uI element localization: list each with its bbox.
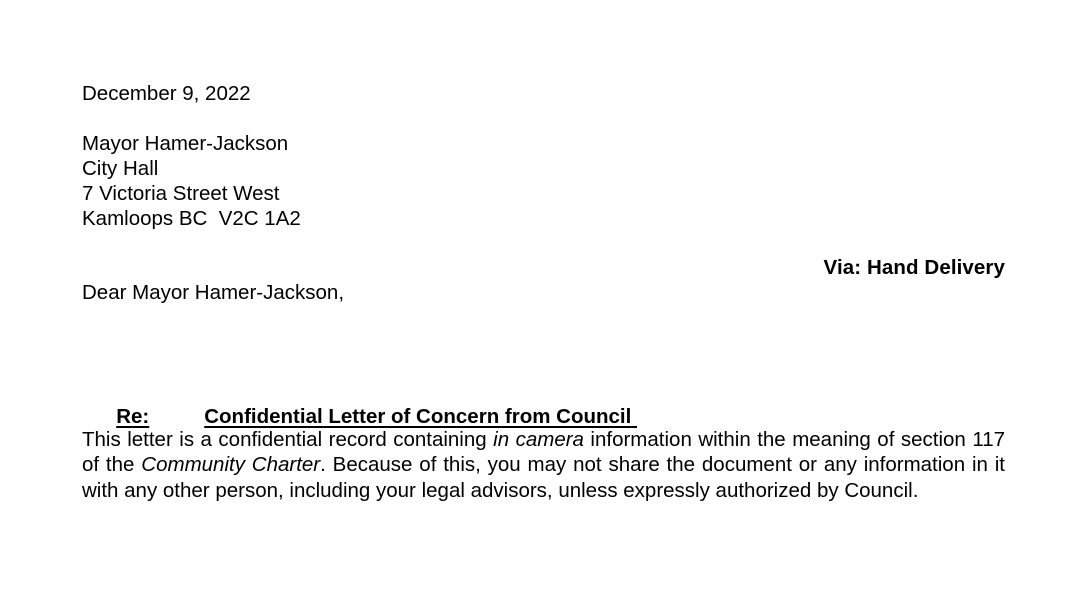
recipient-name: Mayor Hamer-Jackson (82, 132, 289, 155)
recipient-address-block (82, 131, 301, 231)
recipient-city-line: Kamloops BC V2C 1A2 (82, 207, 301, 230)
body-segment-3: . Because of this, you may not share the document or any information in it with any other person, including your legal advisors, unless expressly authorized by Council. (82, 453, 1005, 502)
body-segment-1: This letter is a confidential record containing (82, 428, 494, 451)
delivery-note: Via: Hand Delivery (823, 256, 1005, 279)
subject-label: Re: (116, 405, 150, 428)
body-paragraph-1 (82, 427, 1005, 503)
body-italic-in-camera: in camera (493, 428, 584, 451)
recipient-street: 7 Victoria Street West (82, 182, 280, 205)
salutation: Dear Mayor Hamer-Jackson, (82, 281, 345, 304)
subject-text: Confidential Letter of Concern from Council (204, 405, 632, 428)
letter-date: December 9, 2022 (82, 82, 251, 105)
recipient-organization: City Hall (82, 157, 159, 180)
body-italic-community-charter: Community Charter (141, 453, 321, 477)
subject-underline-rule (631, 404, 1021, 429)
body-segment-2: information within the meaning of section 117 of the (82, 428, 1005, 477)
